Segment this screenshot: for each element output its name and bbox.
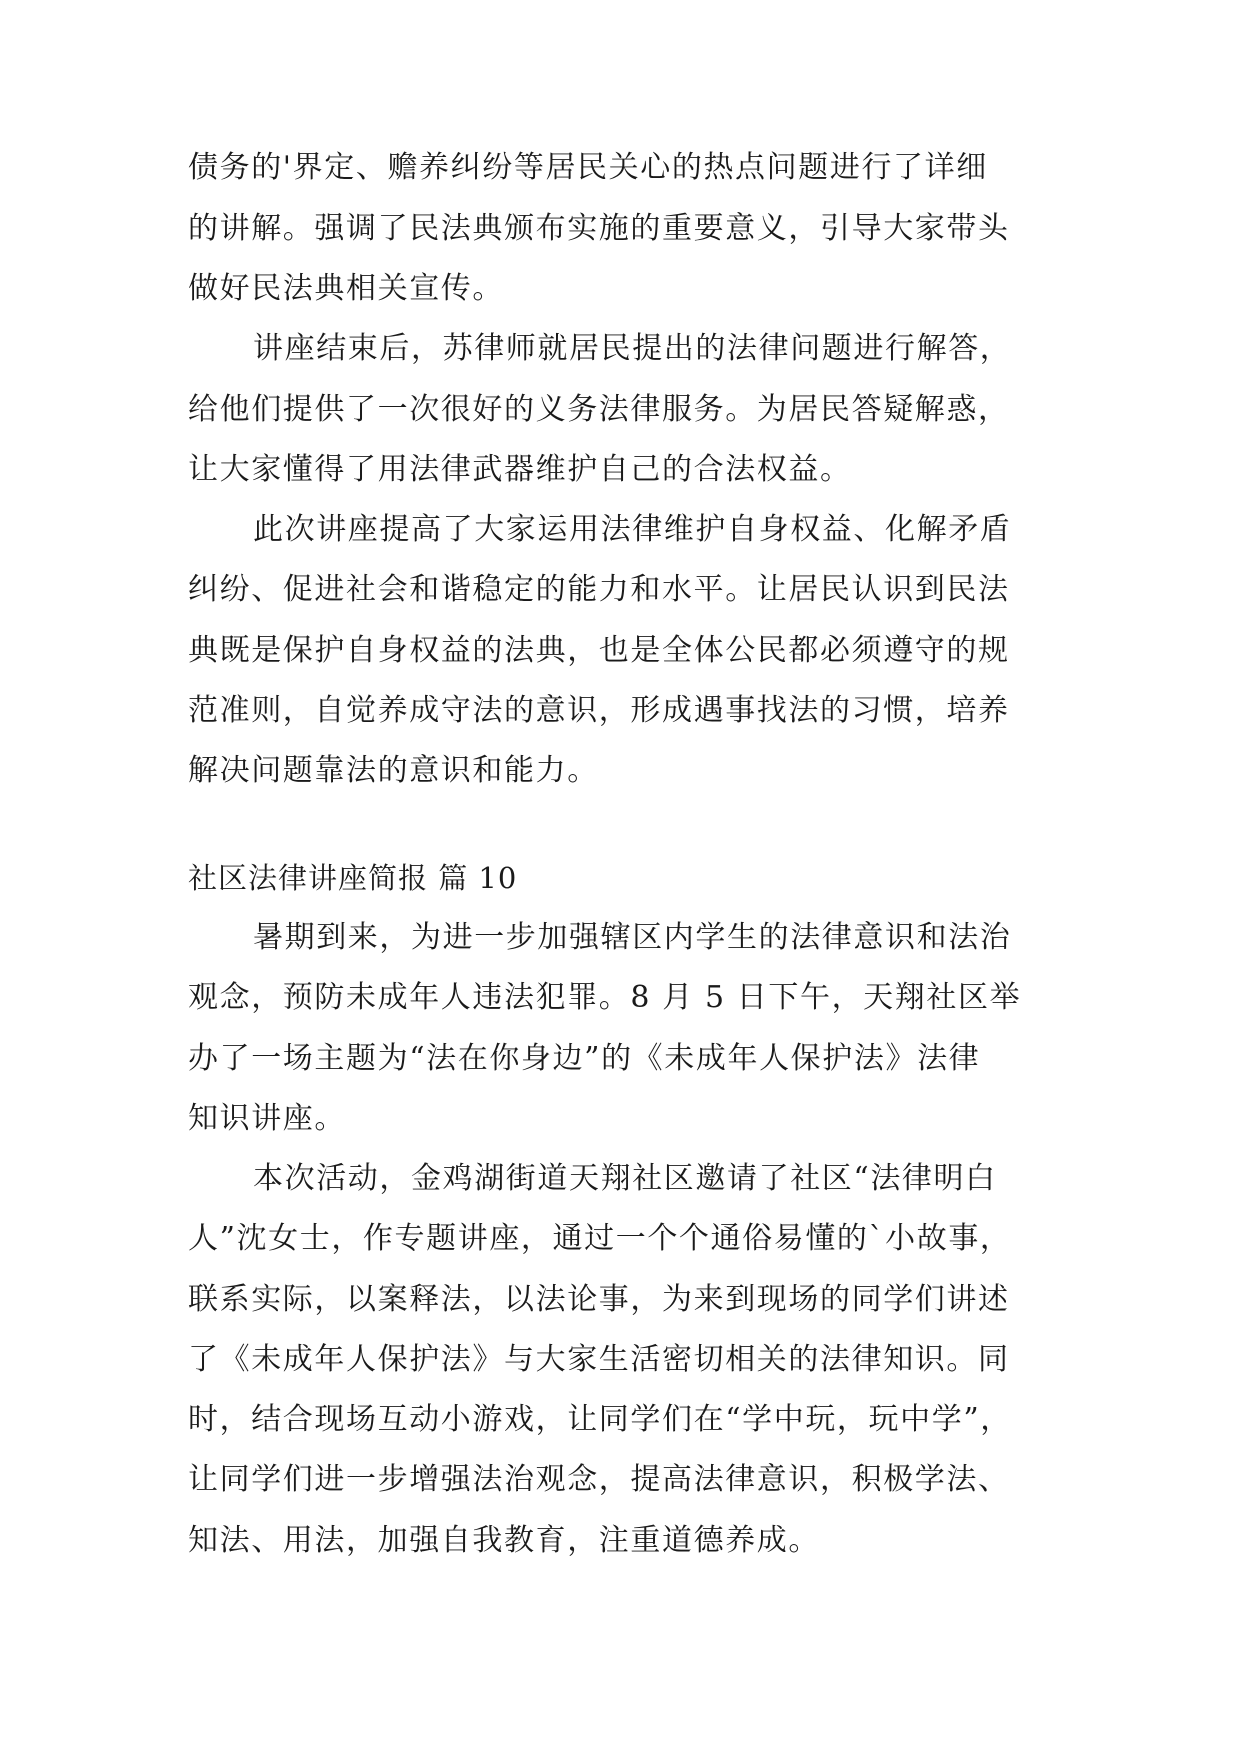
paragraph-line: 给他们提供了一次很好的义务法律服务。为居民答疑解惑， (188, 392, 1010, 427)
paragraph-line: 债务的'界定、赡养纠纷等居民关心的热点问题进行了详细 (188, 150, 988, 185)
paragraph-line: 知识讲座。 (188, 1101, 346, 1136)
paragraph-line: 让同学们进一步增强法治观念，提高法律意识，积极学法、 (188, 1462, 1010, 1497)
section-heading: 社区法律讲座简报 篇 10 (188, 861, 518, 895)
paragraph-line: 时，结合现场互动小游戏，让同学们在“学中玩，玩中学”， (188, 1402, 1012, 1437)
paragraph-line: 知法、用法，加强自我教育，注重道德养成。 (188, 1523, 820, 1558)
paragraph-line: 解决问题靠法的意识和能力。 (188, 753, 599, 788)
paragraph-line: 人”沈女士，作专题讲座，通过一个个通俗易懂的`小故事， (188, 1221, 1012, 1256)
paragraph-line: 联系实际，以案释法，以法论事，为来到现场的同学们讲述 (188, 1282, 1010, 1317)
paragraph-line: 本次活动，金鸡湖街道天翔社区邀请了社区“法律明白 (253, 1161, 997, 1196)
paragraph-line: 此次讲座提高了大家运用法律维护自身权益、化解矛盾 (253, 512, 1012, 547)
paragraph-line: 范准则，自觉养成守法的意识，形成遇事找法的习惯，培养 (188, 693, 1010, 728)
paragraph-line: 办了一场主题为“法在你身边”的《未成年人保护法》法律 (188, 1041, 981, 1076)
paragraph-line: 的讲解。强调了民法典颁布实施的重要意义，引导大家带头 (188, 211, 1010, 246)
paragraph-line: 讲座结束后，苏律师就居民提出的法律问题进行解答， (253, 331, 1012, 366)
paragraph-line: 了《未成年人保护法》与大家生活密切相关的法律知识。同 (188, 1342, 1010, 1377)
paragraph-line: 观念，预防未成年人违法犯罪。8 月 5 日下午，天翔社区举 (188, 980, 1022, 1015)
paragraph-line: 纠纷、促进社会和谐稳定的能力和水平。让居民认识到民法 (188, 572, 1010, 607)
paragraph-line: 做好民法典相关宣传。 (188, 271, 504, 306)
paragraph-line: 典既是保护自身权益的法典，也是全体公民都必须遵守的规 (188, 633, 1010, 668)
paragraph-line: 暑期到来，为进一步加强辖区内学生的法律意识和法治 (253, 920, 1012, 955)
paragraph-line: 让大家懂得了用法律武器维护自己的合法权益。 (188, 452, 852, 487)
